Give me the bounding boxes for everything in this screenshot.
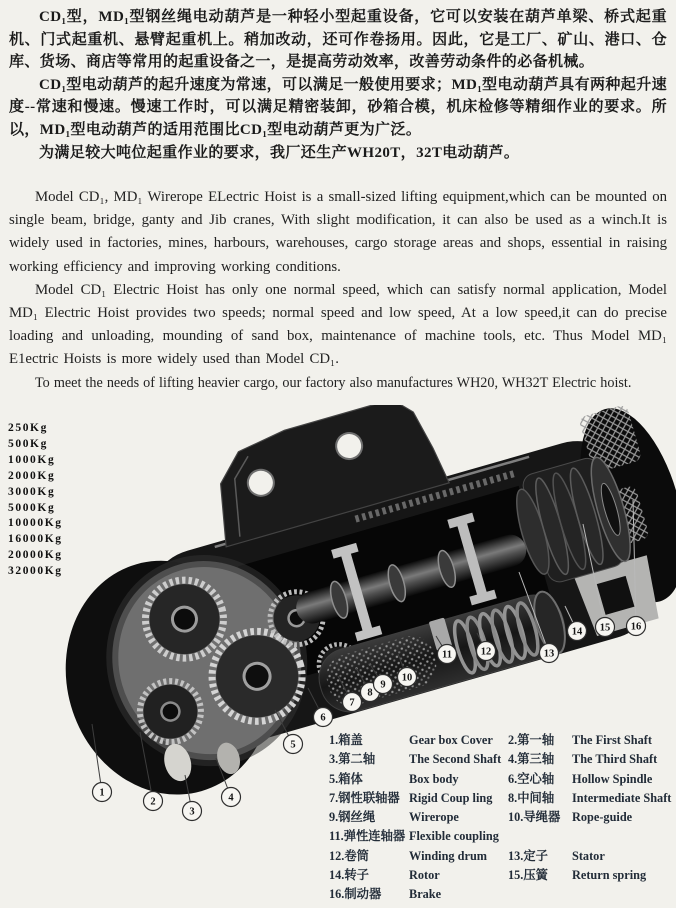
callout-11 (438, 645, 457, 664)
legend-part-zh: 16.制动器 (329, 887, 382, 902)
capacity-label: 5000Kg (8, 501, 56, 514)
capacity-label: 2000Kg (8, 469, 56, 482)
legend-part-en: Wirerope (409, 810, 459, 825)
callout-2 (144, 792, 163, 811)
svg-text:12: 12 (480, 646, 492, 658)
callout-14 (568, 622, 587, 641)
svg-text:11: 11 (442, 649, 452, 661)
legend-part-en: Return spring (572, 868, 647, 883)
paragraph-en-3: To meet the needs of lifting heavier cargo, our factory also manufactures WH20, WH32T Electric hoist. (35, 374, 632, 391)
callout-7 (343, 693, 362, 712)
svg-text:4: 4 (228, 792, 234, 804)
legend-part-zh: 1.箱盖 (329, 733, 363, 747)
legend-part-zh: 5.箱体 (329, 771, 363, 786)
legend-part-zh: 14.转子 (329, 868, 369, 883)
legend-part-en: Box body (409, 771, 459, 786)
legend-part-zh: 10.导绳器 (508, 810, 561, 825)
english-text-block (9, 186, 667, 395)
svg-text:2: 2 (150, 796, 156, 808)
paragraph-en-2: Model CD₁ Electric Hoist has only one normal speed, which can satisfy normal application, Model MD₁ Electric Hoist provides two speeds; normal speed and low speed, At a low speed,it can do precise loading and unloading, mounding of sand box, maintenance of machine tools, etc. Thus Model MD₁ E1ectric Hoists is more widely used than Model CD₁. (9, 281, 667, 368)
legend-part-en: Gear box Cover (409, 733, 493, 747)
paragraph-zh-2: CD₁型电动葫芦的起升速度为常速，可以满足一般使用要求；MD₁型电动葫芦具有两种起升速度--常速和慢速。慢速工作时，可以满足精密装卸，砂箱合模，机床检修等精细作业的要求。所以，MD₁型电动葫芦的适用范围比CD₁型电动葫芦更为广泛。 (9, 76, 667, 138)
legend-part-zh: 2.第一轴 (508, 733, 555, 747)
paragraph-en-1: Model CD₁, MD₁ Wirerope ELectric Hoist is a small-sized lifting equipment,which can be mounted on single beam, bridge, ganty and Jib cranes, With slight modification, it can also be used as a winch.It is widely used in factories, mines, harbours, warehouses, cargo storage areas and shops, essential in raising working efficiency and improving working conditions. (9, 189, 667, 275)
chinese-text-block (9, 6, 667, 164)
legend-part-en: Stator (572, 848, 605, 863)
legend-part-en: The Third Shaft (572, 752, 658, 767)
legend-part-zh: 13.定子 (508, 848, 548, 863)
svg-text:3: 3 (189, 806, 195, 818)
parts-legend (329, 731, 673, 905)
legend-part-zh: 9.钢丝绳 (329, 810, 376, 825)
svg-text:1: 1 (99, 787, 105, 799)
svg-text:9: 9 (380, 679, 386, 691)
svg-text:15: 15 (599, 622, 611, 634)
callout-12 (477, 642, 496, 661)
svg-text:14: 14 (571, 626, 583, 638)
legend-part-en: Rigid Coup ling (409, 790, 493, 805)
svg-text:5: 5 (290, 739, 296, 751)
legend-part-zh: 7.钢性联轴器 (329, 790, 400, 805)
svg-text:7: 7 (349, 697, 355, 709)
callout-15 (596, 618, 615, 637)
capacity-label: 20000Kg (8, 549, 63, 562)
capacity-label: 32000Kg (8, 565, 63, 578)
legend-part-en: Rope-guide (572, 810, 633, 825)
legend-part-zh: 8.中间轴 (508, 790, 555, 805)
svg-text:10: 10 (401, 672, 413, 684)
legend-part-zh: 4.第三轴 (508, 752, 555, 767)
callout-9 (374, 675, 393, 694)
callout-4 (222, 788, 241, 807)
legend-part-zh: 12.卷筒 (329, 848, 369, 863)
callout-3 (183, 802, 202, 821)
legend-part-en: The First Shaft (572, 733, 652, 747)
svg-text:8: 8 (367, 687, 373, 699)
callout-16 (627, 617, 646, 636)
paragraph-zh-1: CD₁型，MD₁型钢丝绳电动葫芦是一种轻小型起重设备，它可以安装在葫芦单梁、桥式起重机、门式起重机、悬臂起重机上。稍加改动，还可作卷扬用。因此，它是工厂、矿山、港口、仓库、货场、商店等常用的起重设备之一，是提高劳动效率，改善劳动条件的必备机械。 (9, 9, 667, 71)
svg-text:13: 13 (543, 648, 555, 660)
legend-part-zh: 3.第二轴 (329, 752, 376, 767)
paragraph-zh-3: 为满足较大吨位起重作业的要求，我厂还生产WH20T，32T电动葫芦。 (39, 144, 520, 161)
callout-10 (398, 668, 417, 687)
capacity-label: 3000Kg (8, 485, 56, 498)
legend-part-en: Winding drum (409, 848, 488, 863)
legend-part-zh: 15.压簧 (508, 868, 548, 883)
legend-part-en: The Second Shaft (409, 752, 502, 767)
capacity-label: 1000Kg (8, 453, 56, 466)
legend-part-en: Brake (409, 887, 442, 902)
capacity-label: 500Kg (8, 437, 48, 450)
legend-part-en: Intermediate Shaft (572, 790, 672, 805)
legend-part-en: Flexible coupling (409, 829, 499, 844)
capacity-label: 10000Kg (8, 517, 63, 530)
capacity-label: 16000Kg (8, 533, 63, 546)
capacity-label: 250Kg (8, 422, 48, 434)
legend-part-en: Rotor (409, 868, 440, 883)
legend-part-en: Hollow Spindle (572, 771, 653, 786)
legend-part-zh: 6.空心轴 (508, 771, 555, 786)
legend-part-zh: 11.弹性连轴器 (329, 829, 406, 844)
callout-6 (314, 708, 333, 727)
callout-1 (93, 783, 112, 802)
callout-5 (284, 735, 303, 754)
svg-text:16: 16 (630, 621, 642, 633)
svg-text:6: 6 (320, 712, 326, 724)
callout-13 (540, 644, 559, 663)
